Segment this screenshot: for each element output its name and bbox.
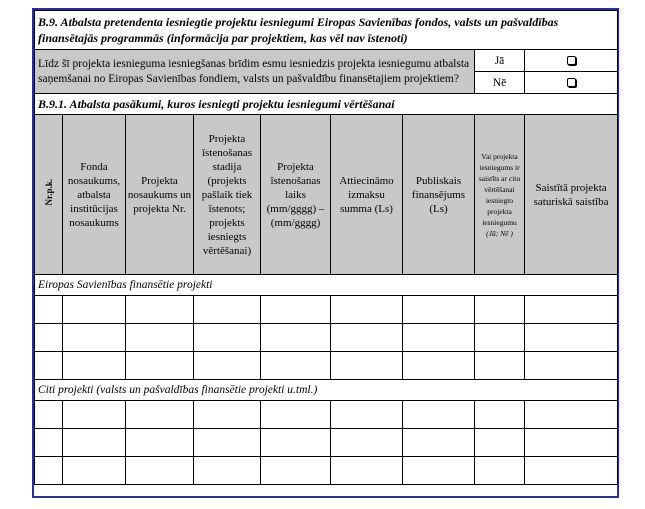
group-label-other: Citi projekti (valsts un pašvaldības finansētie projekti u.tml.) [35, 380, 618, 401]
table-row [35, 352, 618, 380]
section-title: B.9. Atbalsta pretendenta iesniegtie projektu iesniegumi Eiropas Savienības fondos, valsts un pašvaldības finansētajās programmās (informācija par projektiem, kas vēl nav īstenoti) [35, 11, 618, 50]
subsection-title: B.9.1. Atbalsta pasākumi, kuros iesniegti projektu iesniegumi vērtēšanai [35, 94, 618, 115]
table-row [35, 296, 618, 324]
group-label-eu: Eiropas Savienības finansētie projekti [35, 275, 618, 296]
form-section-b9 [32, 8, 619, 498]
answer-yes-checkbox[interactable] [525, 50, 618, 72]
table-row [35, 324, 618, 352]
answer-no-label: Nē [475, 72, 525, 94]
participation-question: Līdz šī projekta iesnieguma iesniegšanas brīdim esmu iesniedzis projekta iesniegumu atbalsta saņemšanai no Eiropas Savienības fondiem, valsts un pašvaldību finansētajiem projektiem? [35, 50, 475, 94]
table-row [35, 457, 618, 485]
col-header-eligible-costs: Attiecināmo izmaksu summa (Ls) [331, 115, 403, 275]
col-header-fund: Fonda nosaukums, atbalsta institūcijas nosaukums [63, 115, 126, 275]
col-header-stage: Projekta īstenošanas stadija (projekts pašlaik tiek īstenots; projekts iesniegts vērtēšanai) [194, 115, 261, 275]
col-header-nr: Nr.p.k. [35, 115, 63, 275]
col-header-link-content: Saistītā projekta saturiskā saistība [525, 115, 618, 275]
checkbox-icon[interactable] [567, 78, 576, 87]
answer-no-checkbox[interactable] [525, 72, 618, 94]
col-header-period: Projekta īstenošanas laiks (mm/gggg) – (mm/gggg) [261, 115, 331, 275]
table-row [35, 429, 618, 457]
table-row [35, 401, 618, 429]
col-header-public-funding: Publiskais finansējums (Ls) [403, 115, 475, 275]
form-table [34, 10, 618, 485]
checkbox-icon[interactable] [567, 56, 576, 65]
col-header-project-name: Projekta nosaukums un projekta Nr. [126, 115, 194, 275]
col-header-linked: Vai projekta iesniegums ir saistīts ar citu vērtēšanai iesniegto projekta iesniegumu (Jā; Nē ) [475, 115, 525, 275]
answer-yes-label: Jā [475, 50, 525, 72]
